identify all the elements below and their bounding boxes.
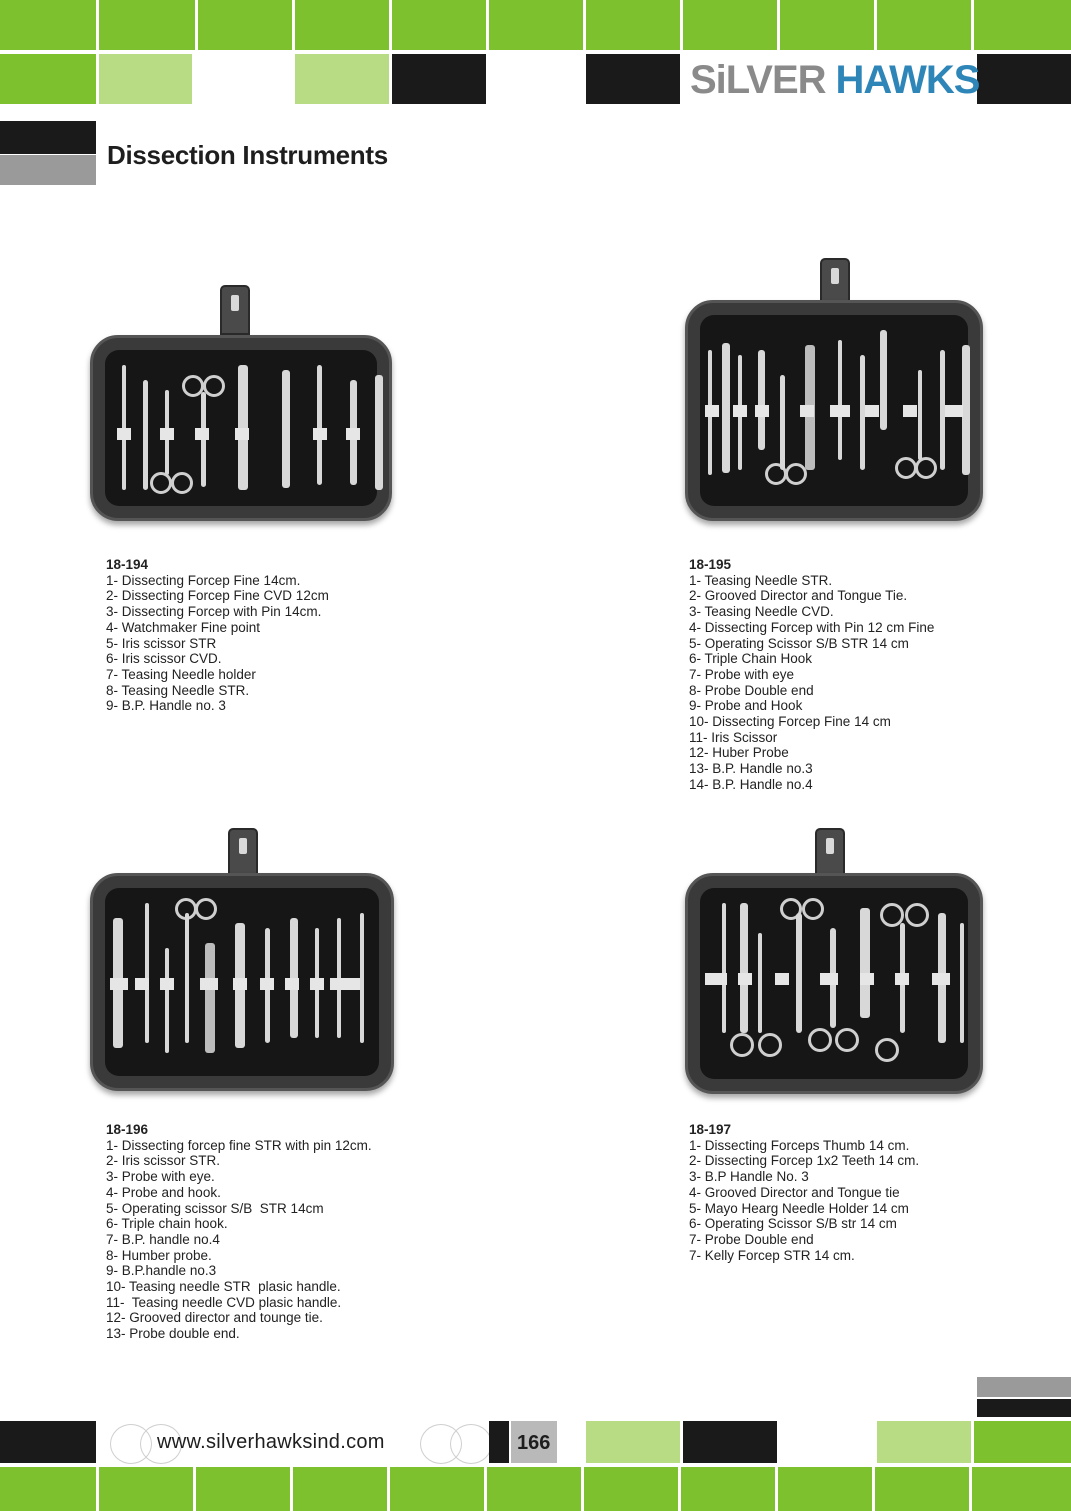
list-item: 7- Probe with eye [689,666,795,682]
list-item: 7- B.P. handle no.4 [106,1231,220,1247]
footer-block [0,1421,96,1463]
list-item: 7- Teasing Needle holder [106,666,256,682]
list-item: 7- Probe Double end [689,1231,814,1247]
list-item: 10- Dissecting Forcep Fine 14 cm [689,714,891,730]
side-block-grey [977,1377,1071,1397]
list-item: 2- Iris scissor STR. [106,1153,221,1169]
footer-block [875,1467,969,1511]
list-item: 6- Triple chain hook. [106,1216,228,1232]
list-item: 5- Operating Scissor S/B STR 14 cm [689,635,909,651]
footer-block [489,1421,509,1463]
kit-image-18-196 [90,828,395,1093]
list-item: 9- B.P.handle no.3 [106,1263,217,1279]
list-item: 1- Dissecting forcep fine STR with pin 12cm. [106,1137,372,1153]
footer-block [487,1467,581,1511]
list-item: 5- Operating scissor S/B STR 14cm [106,1200,324,1216]
list-item: 3- Dissecting Forcep with Pin 14cm. [106,604,322,620]
brand-logo-part2: HAWKS [835,58,980,102]
page-number: 166 [517,1432,551,1454]
footer-block [293,1467,387,1511]
list-item: 13- Probe double end. [106,1326,240,1342]
header-block [99,54,192,104]
header-block [586,54,680,104]
list-item: 10- Teasing needle STR plasic handle. [106,1279,341,1295]
list-item: 5- Iris scissor STR [106,635,217,651]
list-item: 1- Teasing Needle STR. [689,572,833,588]
footer-block [877,1421,971,1463]
list-item: 2- Dissecting Forcep 1x2 Teeth 14 cm. [689,1153,920,1169]
header-block [99,0,195,50]
product-list-18-195 [689,557,934,793]
list-item: 4- Watchmaker Fine point [106,619,261,635]
footer-block [584,1467,678,1511]
list-item: 3- Teasing Needle CVD. [689,604,834,620]
product-code: 18-196 [106,1122,149,1137]
header-block [392,0,486,50]
brand-logo [690,58,979,103]
kit-image-18-194 [90,285,395,525]
list-item: 6- Triple Chain Hook [689,651,813,667]
header-block [683,0,777,50]
title-tab-grey [0,155,96,185]
footer-block [974,1421,1071,1463]
product-list-18-194 [106,557,329,714]
side-block-dark [977,1399,1071,1417]
list-item: 2- Grooved Director and Tongue Tie. [689,588,908,604]
list-item: 1- Dissecting Forceps Thumb 14 cm. [689,1137,910,1153]
product-list-18-196 [106,1122,372,1342]
website-url[interactable]: www.silverhawksind.com [157,1431,385,1453]
list-item: 1- Dissecting Forcep Fine 14cm. [106,572,301,588]
header-block [586,0,680,50]
product-code: 18-194 [106,557,149,572]
list-item: 9- Probe and Hook [689,698,803,714]
list-item: 12- Huber Probe [689,745,789,761]
list-item: 8- Humber probe. [106,1247,212,1263]
list-item: 6- Iris scissor CVD. [106,651,222,667]
list-item: 11- Iris Scissor [689,729,778,745]
product-list-18-197 [689,1122,919,1263]
footer-block [972,1467,1071,1511]
footer-block [99,1467,193,1511]
list-item: 3- B.P Handle No. 3 [689,1169,809,1185]
list-item: 8- Probe Double end [689,682,814,698]
header-block [489,0,583,50]
list-item: 5- Mayo Hearg Needle Holder 14 cm [689,1200,909,1216]
list-item: 9- B.P. Handle no. 3 [106,698,226,714]
list-item: 13- B.P. Handle no.3 [689,761,813,777]
list-item: 12- Grooved director and tounge tie. [106,1310,323,1326]
header-block [295,54,389,104]
footer-block [681,1467,775,1511]
product-code: 18-195 [689,557,732,572]
list-item: 4- Grooved Director and Tongue tie [689,1184,900,1200]
footer-block [196,1467,290,1511]
footer-block [0,1467,96,1511]
list-item: 11- Teasing needle CVD plasic handle. [106,1294,342,1310]
list-item: 2- Dissecting Forcep Fine CVD 12cm [106,588,329,604]
header-block [198,0,292,50]
footer-block [683,1421,777,1463]
product-code: 18-197 [689,1122,732,1137]
list-item: 6- Operating Scissor S/B str 14 cm [689,1216,897,1232]
title-tab-dark [0,121,96,154]
list-item: 4- Probe and hook. [106,1184,221,1200]
header-block [977,54,1071,104]
kit-image-18-197 [685,828,990,1093]
list-item: 3- Probe with eye. [106,1169,215,1185]
list-item: 7- Kelly Forcep STR 14 cm. [689,1247,855,1263]
header-block [392,54,486,104]
kit-image-18-195 [685,258,990,523]
list-item: 8- Teasing Needle STR. [106,682,250,698]
header-block [877,0,971,50]
page-title: Dissection Instruments [107,140,388,170]
header-block [0,0,96,50]
brand-logo-part1: SiLVER [690,58,826,102]
decorative-ring [450,1424,492,1464]
header-block [974,0,1071,50]
footer-block [778,1467,872,1511]
footer-block [390,1467,484,1511]
footer-block [586,1421,680,1463]
list-item: 4- Dissecting Forcep with Pin 12 cm Fine [689,619,935,635]
header-block [0,54,96,104]
list-item: 14- B.P. Handle no.4 [689,776,813,792]
header-block [295,0,389,50]
header-block [780,0,874,50]
